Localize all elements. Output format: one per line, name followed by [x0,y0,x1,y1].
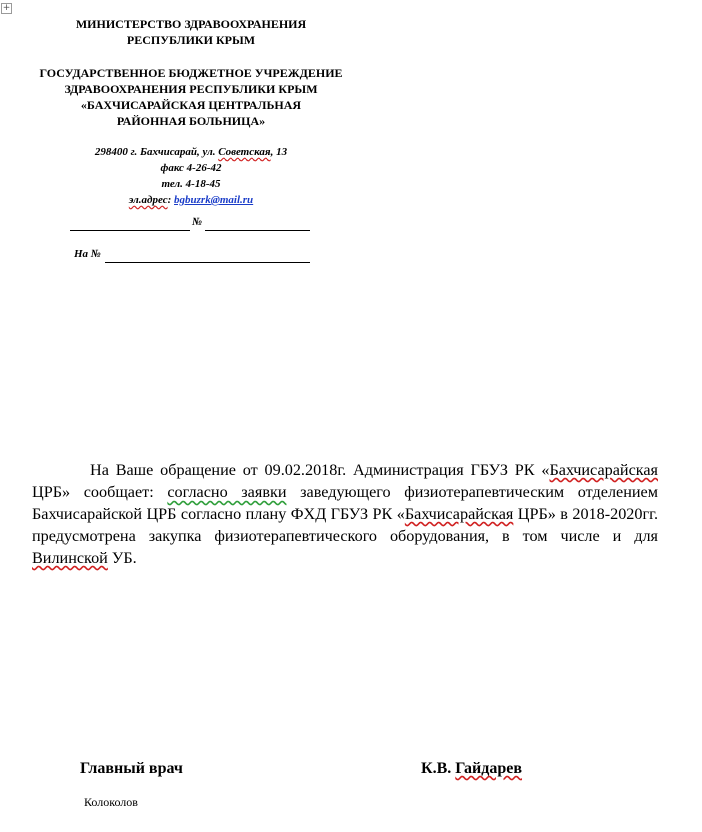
org-line-2: ЗДРАВООХРАНЕНИЯ РЕСПУБЛИКИ КРЫМ [64,82,318,96]
signature-title: Главный врач [80,760,183,777]
reply-number-blank [105,248,310,263]
email-link[interactable]: bgbuzrk@mail.ru [174,194,254,206]
phone-line: тел. 4-18-45 [161,178,221,190]
street-name: Советская [218,146,271,158]
letter-body: На Ваше обращение от 09.02.2018г. Администрация ГБУЗ РК «Бахчисарайская ЦРБ» сообщает: согласно заявки заведующего физиотерапевтическим отделением Бахчисарайской ЦРБ согласно плану ФХД ГБУЗ РК «Бахчисарайская ЦРБ» в 2018-2020гг. предусмотрена закупка физиотерапевтического оборудования, в том числе и для Вилинской УБ. [32,461,658,567]
number-blank [205,216,310,231]
word-bakhchisarayskaya: Бахчисарайская [549,461,658,479]
email-label: эл.адрес [128,194,168,206]
org-line-1: ГОСУДАРСТВЕННОЕ БЮДЖЕТНОЕ УЧРЕЖДЕНИЕ [39,66,343,80]
address-block [30,144,352,208]
phrase-soglasno-zayavki: согласно заявки [167,483,287,501]
executor-name: Колоколов [84,795,138,809]
table-move-handle-icon[interactable]: + [2,3,11,13]
word-bakhchisarayskaya-2: Бахчисарайская [404,505,514,523]
org-line-4: РАЙОННАЯ БОЛЬНИЦА» [116,114,266,128]
signature-surname: Гайдарев [455,760,523,777]
fax-line: факс 4-26-42 [160,162,222,174]
signature-name: К.В. Гайдарев [421,760,523,777]
ministry-line-2: РЕСПУБЛИКИ КРЫМ [126,33,256,47]
word-vilinskoy: Вилинской [32,549,108,567]
ministry-line-1: МИНИСТЕРСТВО ЗДРАВООХРАНЕНИЯ [75,17,307,31]
org-line-3: «БАХЧИСАРАЙСКАЯ ЦЕНТРАЛЬНАЯ [80,98,302,112]
postal-address: 298400 г. Бахчисарай, ул. Советская, 13 [94,146,288,158]
outgoing-number-line [70,216,310,232]
email-line: эл.адрес: bgbuzrk@mail.ru [128,194,254,206]
date-blank [70,216,190,231]
reply-label: На № [74,248,101,260]
number-sign: № [192,216,203,228]
letterhead [30,16,352,129]
reply-reference-line [70,248,310,264]
